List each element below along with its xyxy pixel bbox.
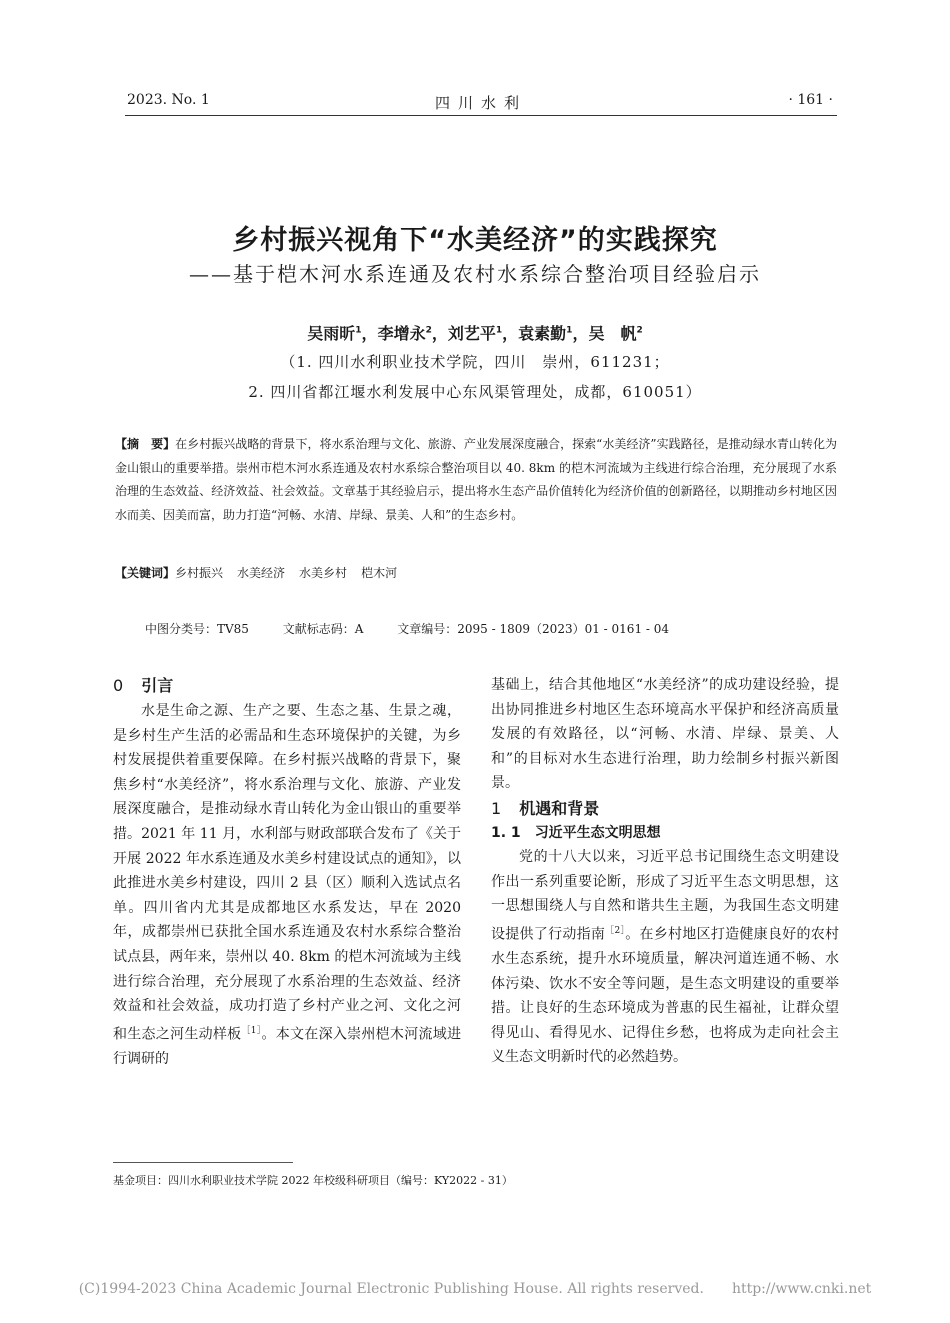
paragraph-text: 水是生命之源、生产之要、生态之基、生景之魂，是乡村生产生活的必需品和生态环境保护的关键，为乡村发展提供着重要保障。在乡村振兴战略的背景下，聚焦乡村“水美经济”，将水系治理与文化、旅游、产业发展深度融合，是推动绿水青山转化为金山银山的重要举措。2021 年 11 月，水利部与财政部联合发布了《关于开展 2022 年水系连通及水美乡村建设试点的通知》，以此推进水美乡村建设，四川 2 县（区）顺利入选试点名单。四川省内尤其是成都地区水系发达，早在 2020 年，成都崇州已获批全国水系连通及农村水系综合整治试点县，两年来，崇州以 40. 8km 的桤木河流域为主线进行综合治理，充分展现了水系治理的生态效益、经济效益和社会效益，成功打造了乡村产业之河、文化之河和生态之河生动样板 — [113, 703, 461, 1043]
left-column — [113, 673, 461, 1072]
section-title: 机遇和背景 — [519, 798, 600, 818]
journal-name: 四川水利 — [434, 94, 527, 112]
affiliation-line-2: 2. 四川省都江堰水利发展中心东风渠管理处，成都，610051） — [248, 383, 702, 401]
subsection-title: 习近平生态文明思想 — [534, 824, 661, 841]
subsection-number: 1. 1 — [491, 824, 521, 841]
author-name: 吴雨昕 — [307, 324, 356, 343]
section-heading — [113, 673, 461, 699]
keyword: 桤木河 — [361, 566, 398, 580]
paragraph-text: 。在乡村地区打造健康良好的农村水生态系统，提升水环境质量，解决河道连通不畅、水体污染、饮水不安全等问题，是生态文明建设的重要举措。让良好的生态环境成为普惠的民生福祉，让群众望得见山、看得见水、记得住乡愁，也将成为走向社会主义生态文明新时代的必然趋势。 — [491, 926, 840, 1066]
abstract-label: 【摘 要】 — [115, 437, 176, 451]
keyword: 水美乡村 — [299, 566, 348, 580]
affiliation-mark: 1 — [355, 325, 362, 336]
keywords-label: 【关键词】 — [115, 566, 176, 580]
clc-number: 中图分类号：TV85 — [145, 622, 249, 636]
document-code: 文献标志码：A — [282, 622, 364, 636]
citation: ［1］ — [241, 1025, 262, 1036]
body-paragraph — [113, 699, 461, 1072]
keyword: 乡村振兴 — [175, 566, 224, 580]
header-rule — [125, 115, 837, 116]
page-number: · 161 · — [788, 92, 833, 108]
author-list: 吴雨昕$^1$，李增永$^2$，刘艺平$^1$，袁素勤$^1$，吴 帆$^2$ — [307, 324, 643, 343]
affiliation-mark: 2 — [636, 325, 643, 336]
abstract-text: 在乡村振兴战略的背景下，将水系治理与文化、旅游、产业发展深度融合，探索“水美经济”实践路径，是推动绿水青山转化为金山银山的重要举措。崇州市桤木河水系连通及农村水系综合整治项目以 40. 8km 的桤木河流域为主线进行综合治理，充分展现了水系治理的生态效益、经济效益、社会效益。文章基于其经验启示，提出将水生态产品价值转化为经济价值的创新路径，以期推动乡村地区因水而美、因美而富，助力打造“河畅、水清、岸绿、景美、人和”的生态乡村。 — [115, 437, 837, 522]
author-name: 吴 帆 — [588, 324, 637, 343]
paragraph-text: 党的十八大以来，习近平总书记围绕生态文明建设作出一系列重要论断，形成了习近平生态文明思想，这一思想围绕人与自然和谐共生主题，为我国生态文明建设提供了行动指南 — [491, 848, 839, 943]
section-title: 引言 — [141, 676, 174, 695]
keyword: 水美经济 — [237, 566, 286, 580]
author-name: 李增永 — [377, 324, 426, 343]
affiliation-mark: 1 — [566, 325, 573, 336]
subsection-heading — [491, 822, 839, 845]
affiliation-mark: 1 — [495, 325, 503, 336]
paper-subtitle: ——基于桤木河水系连通及农村水系综合整治项目经验启示 — [189, 262, 761, 286]
footnote-rule — [113, 1162, 293, 1163]
citation: ［2］ — [605, 925, 626, 936]
abstract — [115, 433, 837, 527]
affiliation-line-1: （1. 四川水利职业技术学院，四川 崇州，611231； — [280, 353, 670, 371]
paragraph-text: 。本文在深入崇州桤木河流域进行调研的 — [113, 1026, 462, 1067]
keywords — [115, 564, 837, 581]
paper-title: 乡村振兴视角下“水美经济”的实践探究 — [232, 225, 718, 256]
section-number: 1 — [491, 798, 502, 818]
copyright-notice: (C)1994-2023 China Academic Journal Electronic Publishing House. All rights reserved. http://www.cnki.net — [78, 1281, 872, 1297]
body-paragraph-continued: 基础上，结合其他地区“水美经济”的成功建设经验，提出协同推进乡村地区生态环境高水平保护和经济高质量发展的有效路径，以“河畅、水清、岸绿、景美、人和”的目标对水生态进行治理，助力绘制乡村振兴新图景。 — [491, 677, 839, 792]
author-name: 刘艺平 — [447, 324, 496, 343]
affiliation-mark: 2 — [425, 325, 432, 336]
running-header — [125, 92, 837, 116]
issue-number: 2023. No. 1 — [127, 92, 210, 108]
section-heading — [491, 796, 839, 822]
classification-line — [145, 620, 845, 637]
article-number: 文章编号：2095 - 1809（2023）01 - 0161 - 04 — [397, 622, 670, 636]
right-column — [491, 673, 839, 1070]
body-paragraph — [491, 845, 839, 1070]
section-number: 0 — [113, 676, 124, 695]
author-name: 袁素勤 — [518, 324, 567, 343]
funding-footnote: 基金项目：四川水利职业技术学院 2022 年校级科研项目（编号：KY2022 - 31） — [113, 1174, 513, 1187]
